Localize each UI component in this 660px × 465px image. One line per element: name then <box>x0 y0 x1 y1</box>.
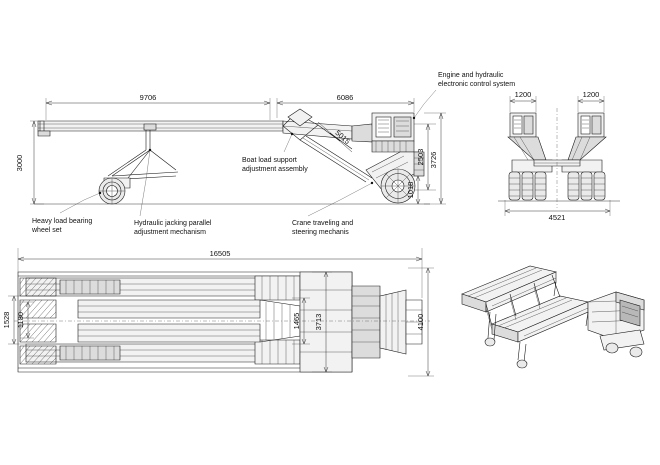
dim-label-4100: 4100 <box>416 313 425 331</box>
engine-control-box <box>372 113 414 152</box>
iso-engine-tower <box>588 292 644 350</box>
callout-boat-load-line2: adjustment assembly <box>242 166 308 173</box>
callout-jacking-line1: Hydraulic jacking parallel <box>134 220 212 227</box>
callout-engine-line2: electronic control system <box>438 81 516 88</box>
dim-label-2503: 2503 <box>416 148 425 166</box>
dim-9706 <box>46 93 270 120</box>
callout-boat-load-line1: Boat load support <box>242 157 297 164</box>
dim-label-5015: 5015 <box>333 128 352 146</box>
plan-view <box>2 248 434 376</box>
dim-1200-left <box>510 90 536 112</box>
dim-label-16505: 16505 <box>209 249 231 258</box>
side-elevation-view <box>15 72 515 236</box>
callout-crane-line2: steering mechanis <box>292 229 349 236</box>
hydraulic-jacking-mechanism <box>99 124 178 204</box>
front-left-bogie <box>509 172 546 200</box>
dim-label-4521: 4521 <box>548 213 566 222</box>
callout-wheel-set <box>31 192 101 234</box>
callout-wheelset-line1: Heavy load bearing <box>32 218 93 225</box>
callout-crane-steering <box>292 182 373 236</box>
dim-label-1528: 1528 <box>2 311 11 329</box>
dim-label-1180: 1180 <box>16 311 25 329</box>
dim-1200-right <box>578 90 604 112</box>
callout-engine-line1: Engine and hydraulic <box>438 72 504 79</box>
dim-label-6086: 6086 <box>336 93 354 102</box>
callout-engine <box>413 72 515 119</box>
callout-jacking <box>134 149 212 236</box>
dim-label-3726: 3726 <box>429 151 438 169</box>
dim-label-1465: 1465 <box>292 312 301 330</box>
isometric-view <box>462 266 644 368</box>
dim-label-3000: 3000 <box>15 154 24 172</box>
dim-label-1200-left: 1200 <box>514 90 532 99</box>
dim-label-1200-right: 1200 <box>582 90 600 99</box>
dim-label-1018: 1018 <box>406 181 415 199</box>
dim-label-3713: 3713 <box>314 313 323 331</box>
front-elevation-view <box>498 90 620 222</box>
callout-crane-line1: Crane traveling and <box>292 220 354 227</box>
callout-wheelset-line2: wheel set <box>32 227 62 234</box>
front-right-bogie <box>568 172 605 200</box>
main-boom <box>38 121 374 142</box>
dim-label-9706: 9706 <box>139 93 157 102</box>
callout-jacking-line2: adjustment mechanism <box>134 229 206 236</box>
dim-4521 <box>505 200 610 222</box>
